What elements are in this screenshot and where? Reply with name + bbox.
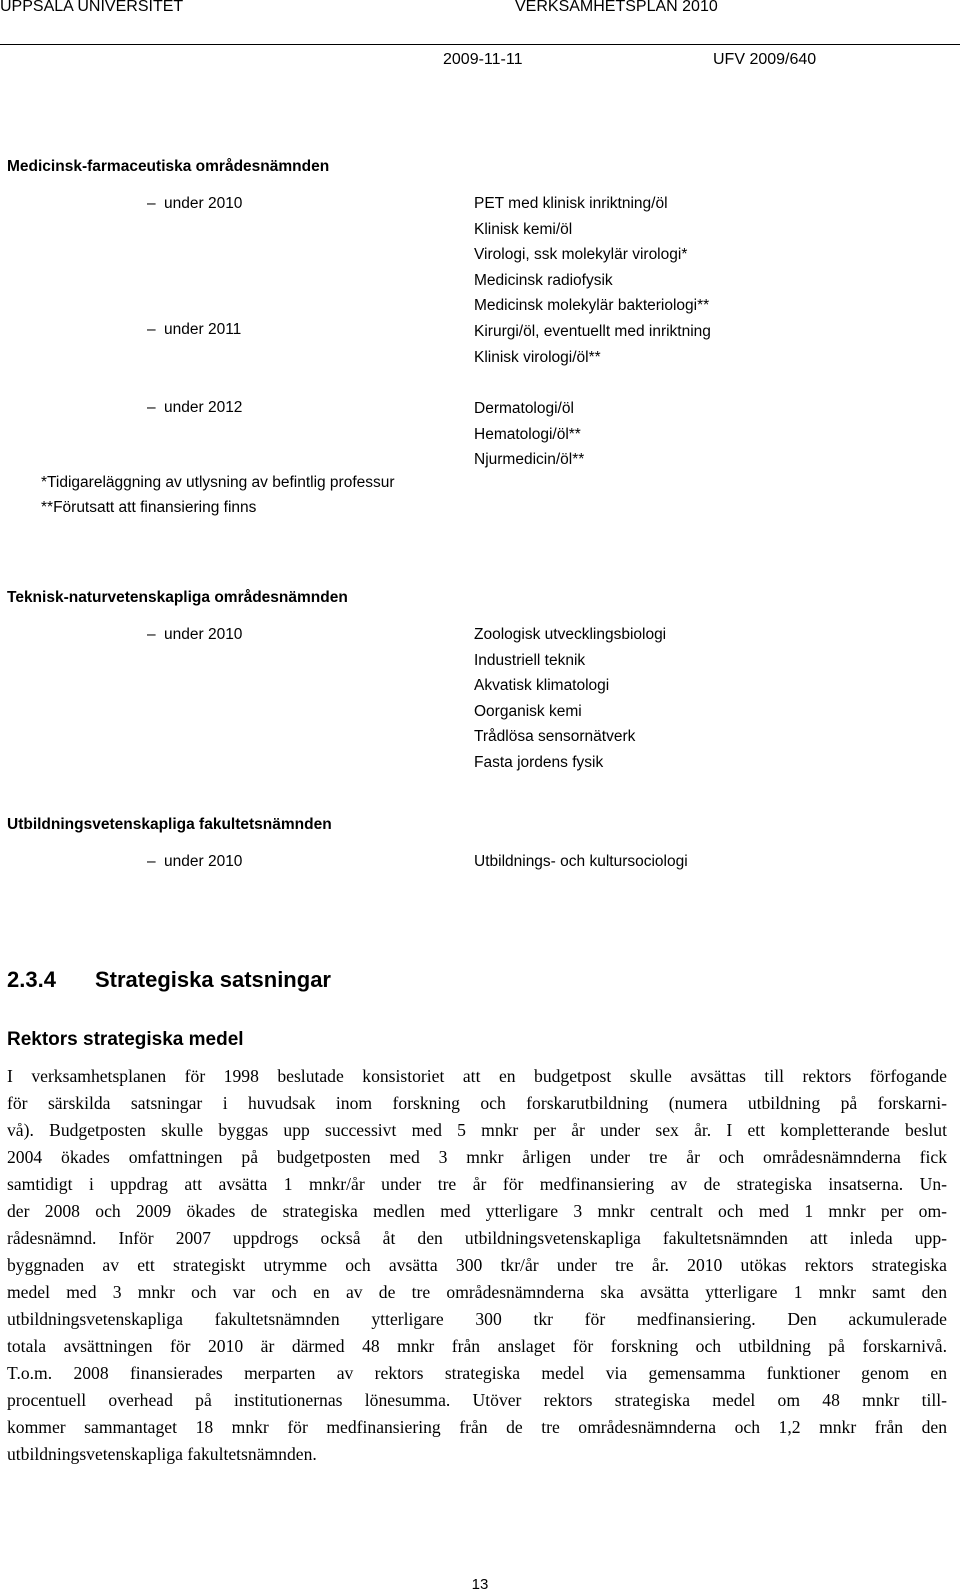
paragraph-line: der 2008 och 2009 ökades de strategiska medlen med ytterligare 3 mnkr centralt och med 1 mnkr per om- xyxy=(7,1201,947,1221)
section-title-utbvet: Utbildningsvetenskapliga fakultetsnämnden xyxy=(7,816,332,833)
subject-item: Zoologisk utvecklingsbiologi xyxy=(474,626,667,643)
subject-item: Dermatologi/öl xyxy=(474,400,574,417)
paragraph-line: utbildningsvetenskapliga fakultetsnämnden ytterligare 300 tkr för medfinansiering. Den ackumulerade xyxy=(7,1309,947,1329)
subject-item: Virologi, ssk molekylär virologi* xyxy=(474,246,688,264)
period-label: under 2011 xyxy=(164,321,242,338)
subject-item: PET med klinisk inriktning/öl xyxy=(474,195,668,212)
subject-list-medfarm-2012 xyxy=(474,396,584,473)
period-2010-medfarm xyxy=(147,195,242,213)
dash: – xyxy=(147,399,156,416)
subject-item: Trådlösa sensornätverk xyxy=(474,728,636,746)
subject-item: Medicinsk radiofysik xyxy=(474,271,613,289)
subheading: Rektors strategiska medel xyxy=(7,1029,244,1050)
paragraph-line: T.o.m. 2008 finansierades merparten av rektors strategiska medel via gemensamma funktioner genom en xyxy=(7,1363,947,1383)
subject-item: Medicinsk molekylär bakteriologi** xyxy=(474,297,710,315)
period-label: under 2010 xyxy=(164,195,243,212)
paragraph-line: samtidigt i uppdrag att avsätta 1 mnkr/år under tre år för medfinansiering av de strategiska insatserna. Un- xyxy=(7,1174,947,1194)
dash: – xyxy=(147,853,156,870)
paragraph-line: rådesnämnd. Inför 2007 uppdrogs också åt den utbildningsvetenskapliga fakultetsnämnden att inleda upp- xyxy=(7,1228,947,1248)
footnote-item: *Tidigareläggning av utlysning av befintlig professur xyxy=(41,474,395,491)
header-divider xyxy=(0,44,960,45)
header-date: 2009-11-11 xyxy=(443,51,523,68)
paragraph-line: kommer sammantaget 18 mnkr för medfinansiering från de tre områdesnämnderna och 1,2 mnkr från den xyxy=(7,1417,947,1437)
paragraph-line: totala avsättningen för 2010 är därmed 48 mnkr från anslaget för forskning och utbildning på forskarnivå. xyxy=(7,1336,947,1356)
subject-item: Hematologi/öl** xyxy=(474,425,581,443)
period-label: under 2010 xyxy=(164,853,243,870)
period-2011-medfarm xyxy=(147,321,241,339)
section-heading-text: Strategiska satsningar xyxy=(95,967,331,992)
subject-item: Fasta jordens fysik xyxy=(474,753,604,771)
period-label: under 2012 xyxy=(164,399,243,416)
page-number: 13 xyxy=(471,1576,489,1593)
section-title-teknat: Teknisk-naturvetenskapliga områdesnämnden xyxy=(7,589,348,606)
header-reference: UFV 2009/640 xyxy=(713,51,817,68)
section-heading xyxy=(7,967,331,993)
subject-item: Akvatisk klimatologi xyxy=(474,677,610,695)
subject-item: Njurmedicin/öl** xyxy=(474,451,585,469)
paragraph-line: I verksamhetsplanen för 1998 beslutade konsistoriet att en budgetpost skulle avsättas till rektors förfogande xyxy=(7,1066,947,1086)
period-label: under 2010 xyxy=(164,626,243,643)
subject-item: Oorganisk kemi xyxy=(474,702,582,720)
footnote-item: **Förutsatt att finansiering finns xyxy=(41,499,257,516)
paragraph-line: vå). Budgetposten skulle byggas upp successivt med 5 mnkr per år under sex år. I ett kompletterande beslut xyxy=(7,1120,947,1140)
subject-list-medfarm-2011 xyxy=(474,319,711,370)
section-number: 2.3.4 xyxy=(7,967,56,992)
subject-item: Kirurgi/öl, eventuellt med inriktning xyxy=(474,323,711,340)
period-2010-teknat xyxy=(147,626,242,644)
period-2010-utbvet xyxy=(147,853,242,871)
dash: – xyxy=(147,321,156,338)
subject-list-medfarm-2010 xyxy=(474,191,709,319)
subject-item: Industriell teknik xyxy=(474,651,586,669)
subject-list-teknat xyxy=(474,622,666,776)
paragraph-line: byggnaden av ett strategiskt utrymme och avsätta 300 tkr/år under tre år. 2010 utökas rektors strategiska xyxy=(7,1255,947,1275)
subject-item: Klinisk kemi/öl xyxy=(474,220,573,238)
paragraph-line: 2004 ökades omfattningen på budgetposten med 3 mnkr årligen under tre år och områdesnämnderna fick xyxy=(7,1147,947,1167)
dash: – xyxy=(147,626,156,643)
paragraph-line: medel med 3 mnkr och var och en av de tre områdesnämnderna ska avsätta ytterligare 1 mnkr samt den xyxy=(7,1282,947,1302)
paragraph-line: för särskilda satsningar i huvudsak inom forskning och forskarutbildning (numera utbildning på forskarni- xyxy=(7,1093,947,1113)
header-doc-title: VERKSAMHETSPLAN 2010 xyxy=(515,0,718,15)
subject-utbvet: Utbildnings- och kultursociologi xyxy=(474,853,688,870)
section-title-medfarm: Medicinsk-farmaceutiska områdesnämnden xyxy=(7,158,330,175)
footnote-list xyxy=(41,470,395,520)
paragraph-line: procentuell overhead på institutionernas lönesumma. Utöver rektors strategiska medel om 48 mnkr till- xyxy=(7,1390,947,1410)
paragraph-line: utbildningsvetenskapliga fakultetsnämnden. xyxy=(7,1444,317,1464)
body-paragraph xyxy=(7,1063,947,1468)
period-2012-medfarm xyxy=(147,399,242,417)
dash: – xyxy=(147,195,156,212)
header-university: UPPSALA UNIVERSITET xyxy=(0,0,184,15)
subject-item: Klinisk virologi/öl** xyxy=(474,348,601,366)
